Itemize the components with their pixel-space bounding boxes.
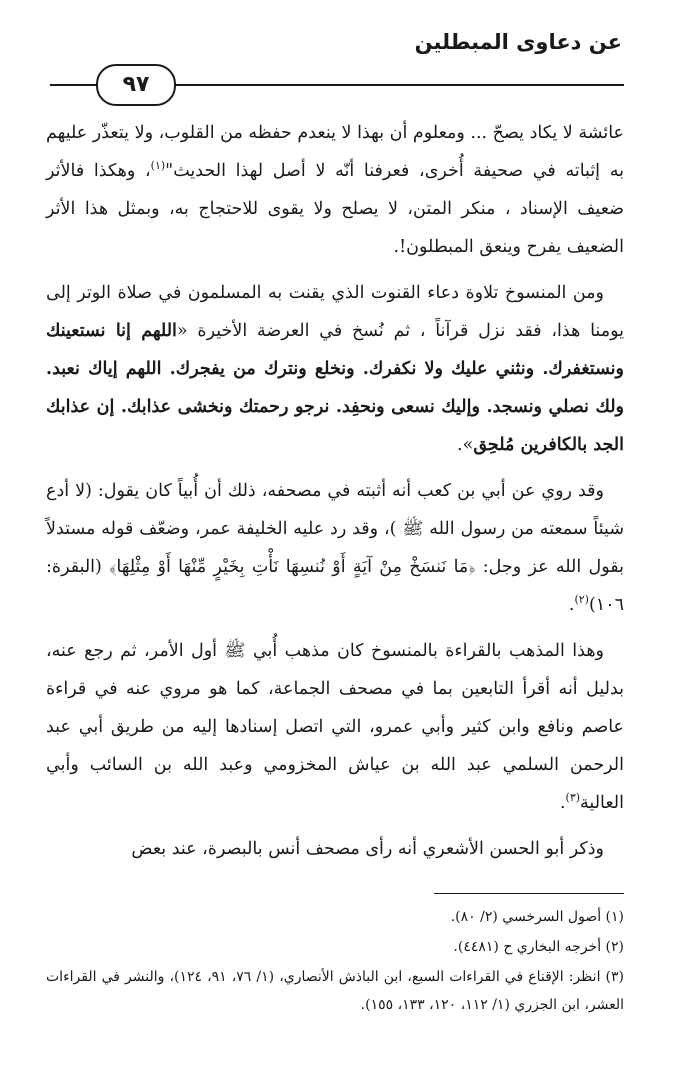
paragraph-1 (46, 114, 624, 266)
page-number: ٩٧ (96, 64, 176, 106)
paragraph-4 (46, 632, 624, 822)
paragraph-2-start: ومن المنسوخ تلاوة دعاء القنوت الذي يقنت به المسلمون في صلاة الوتر إلى يومنا هذا، فقد نزل قرآناً ، ثم نُسخ في العرضة الأخيرة « (46, 283, 625, 341)
paragraph-1-text: عائشة لا يكاد يصحّ ... ومعلوم أن بهذا لا ينعدم حفظه من القلوب، ولا يتعذّر عليهم به إثباته في صحيفة أُخرى، فعرفنا أنّه لا أصل لهذا الحديث" (46, 123, 624, 181)
footnote-marker-2[interactable]: (٢) (574, 593, 589, 607)
qunut-dua: اللهم إنا نستعينك ونستغفرك. ونثني عليك ولا نكفرك. ونخلع ونترك من يفجرك. اللهم إياك نعبد. ولك نصلي ونسجد. وإليك نسعى ونحفِد. نرجو رحمتك ونخشى عذابك. إن عذابك الجد بالكافرين مُلحِق (46, 321, 624, 455)
paragraph-3 (46, 472, 624, 624)
main-text (46, 114, 624, 876)
paragraph-2-end: ». (457, 435, 474, 455)
footnotes (46, 903, 624, 1021)
paragraph-5 (46, 830, 624, 868)
paragraph-3-tail: . (568, 595, 575, 615)
paragraph-3-text: وقد روي عن أبي بن كعب أنه أثبته في مصحفه، ذلك أن أُبياً كان يقول: (لا أدع شيئاً سمعته من رسول الله ﷺ )، وقد رد عليه الخليفة عمر، وضعّف قوله مستدلاً بقول الله عز وجل: ﴿مَا نَنسَخْ مِنْ آيَةٍ أَوْ نُنسِهَا نَأْتِ بِخَيْرٍ مِّنْهَا أَوْ مِثْلِهَا﴾ (البقرة: ١٠٦) (46, 481, 624, 615)
footnote-marker-3[interactable]: (٣) (565, 791, 581, 805)
paragraph-2 (46, 274, 624, 464)
footnote-1: (١) أصول السرخسي (٢/ ٨٠). (450, 909, 624, 925)
paragraph-5-text: وذكر أبو الحسن الأشعري أنه رأى مصحف أنس بالبصرة، عند بعض (131, 839, 604, 859)
paragraph-1-tail: ، وهكذا فالأثر ضعيف الإسناد ، منكر المتن، لا يصلح ولا يقوى للاحتجاج به، وبمثل هذا الأثر الضعيف يفرح وينعق المبطلون!. (46, 161, 624, 257)
paragraph-4-text: وهذا المذهب بالقراءة بالمنسوخ كان مذهب أُبي ﷺ أول الأمر، ثم رجع عنه، بدليل أنه أقرأ التابعين بما في مصحف الجماعة، كما هو مروي عنه في قراءة عاصم ونافع وابن كثير وأبي عمرو، التي اتصل إسنادها إليه من طريق أبي عبد الرحمن السلمي عبد الله بن عياش المخزومي وعبد الله بن السائب وأبي العالية (46, 641, 624, 813)
running-header-title: عن دعاوى المبطلين (414, 30, 622, 54)
footnote-3: (٣) انظر: الإقناع في القراءات السبع، ابن الباذش الأنصاري، (١/ ٧٦، ٩١، ١٢٤)، والنشر في القراءات العشر، ابن الجزري (١/ ١١٢، ١٢٠، ١٣٣، ١٥٥). (46, 969, 625, 1013)
footnote-2: (٢) أخرجه البخاري ح (٤٤٨١). (453, 939, 624, 955)
footnote-marker-1[interactable]: (١) (150, 159, 166, 173)
paragraph-4-tail: . (559, 793, 566, 813)
footnote-separator (434, 893, 624, 894)
